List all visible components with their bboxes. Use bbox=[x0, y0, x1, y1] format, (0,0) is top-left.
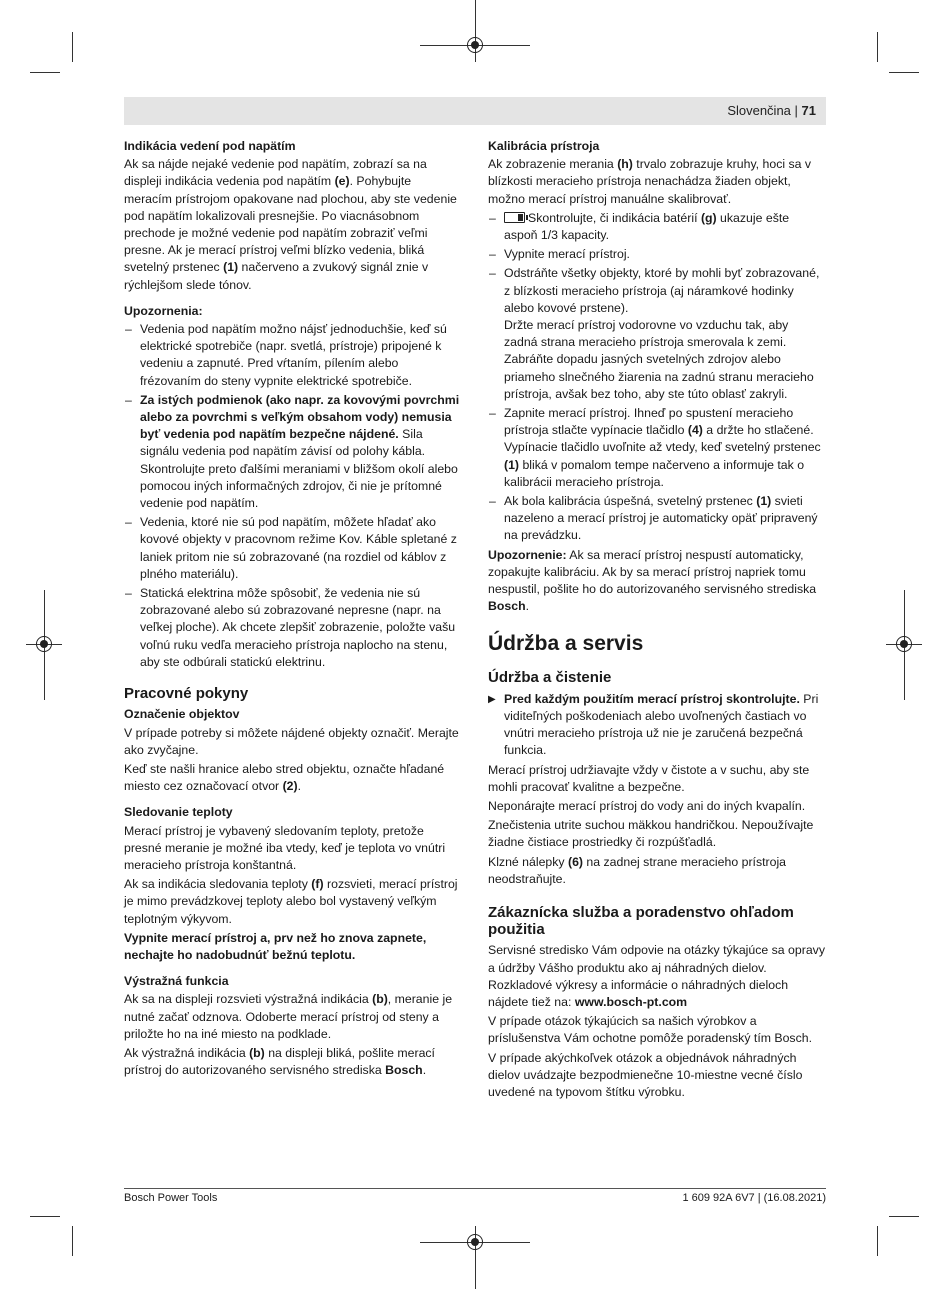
paragraph: Servisné stredisko Vám odpovie na otázky týkajúce sa opravy a údržby Vášho produktu ako aj náhradných dielov. Rozkladové výkresy a informácie o náhradných dieloch nájdete tiež na: www.bosch-pt.com bbox=[488, 943, 825, 1009]
paragraph: V prípade akýchkoľvek otázok a objednávok náhradných dielov uvádzajte bezpodmienečne 10-miestne vecné číslo uvedené na typovom štítku výrobku. bbox=[488, 1050, 803, 1099]
section-heading: Indikácia vedení pod napätím bbox=[124, 139, 296, 153]
notes-heading: Upozornenia: bbox=[124, 303, 203, 318]
crop-mark bbox=[30, 72, 60, 73]
calibration-steps bbox=[488, 210, 825, 545]
list-item: – Zapnite merací prístroj. Ihneď po spustení meracieho prístroja stlačte vypínacie tlačidlo (4) a držte ho stlačené. Vypínacie tlačidlo uvoľnite až vtedy, keď svetelný prstenec (1) bliká v pomalom tempe načerveno a informuje tak o kalibrácii meracieho prístroja. bbox=[488, 405, 825, 491]
crop-mark bbox=[877, 32, 878, 62]
registration-mark-icon bbox=[896, 636, 912, 652]
section-heading: Sledovanie teploty bbox=[124, 805, 233, 820]
battery-icon bbox=[504, 212, 525, 223]
arrow-right-icon: ▶ bbox=[488, 693, 496, 705]
registration-mark-icon bbox=[467, 1234, 483, 1250]
crop-mark bbox=[877, 1226, 878, 1256]
crop-mark bbox=[889, 1216, 919, 1217]
right-column bbox=[488, 138, 825, 1103]
list-item: – Za istých podmienok (ako napr. za kovovými povrchmi alebo za povrchmi s veľkým obsahom vody) nemusia byť vedenia pod napätím bezpečne nájdené. Sila signálu vedenia pod napätím závisí od polohy kábla. Skontrolujte preto ďalšími meraniami v bližšom okolí alebo pomocou iných informačných zdrojov, či nie je prítomné vedenie pod napätím. bbox=[124, 392, 461, 512]
paragraph: Upozornenie: Ak sa merací prístroj nespustí automaticky, zopakujte kalibráciu. Ak by sa merací prístroj napriek tomu nespustil, pošlite ho do autorizovaného servisného strediska Bosch. bbox=[488, 547, 817, 614]
paragraph: V prípade otázok týkajúcich sa našich výrobkov a príslušenstva Vám ochotne pomôže poradenský tím Bosch. bbox=[488, 1014, 812, 1046]
registration-mark-icon bbox=[467, 37, 483, 53]
paragraph: Ak sa nájde nejaké vedenie pod napätím, zobrazí sa na displeji indikácia vedenia pod napätím (e). Pohybujte meracím prístrojom opakovane nad plochou, aby ste vedenie pod napätím lokalizovali presnejšie. Po viacnásobnom prechode je možné vedenie pod napätím zobraziť veľmi presne. Ak je merací prístroj veľmi blízko vedenia, bliká svetelný prstenec (1) načerveno a zvukový signál znie v rýchlejšom slede tónov. bbox=[124, 157, 457, 292]
footer-divider bbox=[124, 1188, 826, 1189]
paragraph: Ak sa indikácia sledovania teploty (f) rozsvieti, merací prístroj je mimo prevádzkovej teploty alebo bol vystavený veľkým teplotným výkyvom. bbox=[124, 877, 458, 926]
list-item: – Ak bola kalibrácia úspešná, svetelný prstenec (1) svieti nazeleno a merací prístroj je automaticky opäť pripravený na prevádzku. bbox=[488, 493, 825, 545]
paragraph: Ak výstražná indikácia (b) na displeji bliká, pošlite merací prístroj do autorizovaného servisného strediska Bosch. bbox=[124, 1045, 435, 1078]
list-item: – Statická elektrina môže spôsobiť, že vedenia nie sú zobrazované alebo sú zobrazované nepresne (napr. na veľkej ploche). Ak chcete zlepšiť zobrazenie, položte vašu voľnú ruku vedľa meracieho prístroja naplocho na stenu, aby ste odbúrali statickú elektrinu. bbox=[124, 585, 461, 671]
list-item: – Skontrolujte, či indikácia batérií (g) ukazuje ešte aspoň 1/3 kapacity. bbox=[488, 210, 825, 244]
footer-publisher: Bosch Power Tools bbox=[124, 1192, 218, 1204]
crop-mark bbox=[889, 72, 919, 73]
section-heading: Kalibrácia prístroja bbox=[488, 139, 600, 153]
page-header bbox=[124, 97, 826, 125]
paragraph: Vypnite merací prístroj a, prv než ho znova zapnete, nechajte ho nadobudnúť bežnú teplotu. bbox=[124, 930, 427, 962]
page-number: 71 bbox=[801, 103, 816, 118]
section-title: Údržba a čistenie bbox=[488, 669, 612, 687]
paragraph: Merací prístroj je vybavený sledovaním teploty, pretože presné meranie je možné iba vtedy, keď je teplota vo vnútri meracieho prístroja konštantná. bbox=[124, 823, 446, 872]
list-item: – Odstráňte všetky objekty, ktoré by mohli byť zobrazované, z blízkosti meracieho prístroja (aj náramkové hodinky alebo kovové prstene). Držte merací prístroj vodorovne vo vzduchu tak, aby zadná strana meracieho prístroja smerovala k zemi. Zabráňte dopadu jasných svetelných zdrojov alebo priameho slnečného žiarenia na zadnú stranu meracieho prístroja, avšak bez toho, aby ste túto oblasť zakryli. bbox=[488, 265, 825, 403]
chapter-title: Údržba a servis bbox=[488, 632, 644, 656]
paragraph: Merací prístroj udržiavajte vždy v čistote a v suchu, aby ste mohli pracovať kvalitne a bezpečne. bbox=[488, 762, 810, 794]
paragraph: V prípade potreby si môžete nájdené objekty označiť. Merajte ako zvyčajne. bbox=[124, 725, 459, 757]
paragraph: Keď ste našli hranice alebo stred objektu, označte hľadané miesto cez označovací otvor (2). bbox=[124, 761, 445, 794]
paragraph: Ak zobrazenie merania (h) trvalo zobrazuje kruhy, hoci sa v blízkosti meracieho prístroja nenachádza žiaden objekt, možno merací prístroj manuálne skalibrovať. bbox=[488, 157, 812, 206]
left-column bbox=[124, 138, 461, 1081]
section-heading: Označenie objektov bbox=[124, 707, 240, 722]
list-item: – Vedenia, ktoré nie sú pod napätím, môžete hľadať ako kovové objekty v pracovnom režime Kov. Káble spletané z laniek pritom nie sú zobrazované (na rozdiel od káblov z plného materiálu). bbox=[124, 514, 461, 583]
crop-mark bbox=[72, 32, 73, 62]
notes-list bbox=[124, 321, 461, 671]
paragraph: Neponárajte merací prístroj do vody ani do iných kvapalín. bbox=[488, 798, 806, 813]
crop-mark bbox=[30, 1216, 60, 1217]
crop-mark bbox=[72, 1226, 73, 1256]
header-text bbox=[727, 103, 816, 118]
list-item: ▶ Pred každým použitím merací prístroj skontrolujte. Pri viditeľných poškodeniach alebo uvoľnených častiach vo vnútri meracieho prístroja už nie je zaručená bezpečná funkcia. bbox=[488, 691, 819, 758]
paragraph: Klzné nálepky (6) na zadnej strane meracieho prístroja neodstraňujte. bbox=[488, 854, 787, 886]
section-title: Pracovné pokyny bbox=[124, 685, 249, 703]
section-heading: Výstražná funkcia bbox=[124, 974, 229, 989]
list-item: – Vypnite merací prístroj. bbox=[488, 246, 825, 263]
header-separator: | bbox=[790, 103, 802, 118]
registration-mark-icon bbox=[36, 636, 52, 652]
header-language: Slovenčina bbox=[727, 103, 791, 118]
list-item: – Vedenia pod napätím možno nájsť jednoduchšie, keď sú elektrické spotrebiče (napr. svetlá, prístroje) pripojené k vedeniu a zapnuté. Pred vŕtaním, pílením alebo frézovaním do steny vypnite elektrické spotrebiče. bbox=[124, 321, 461, 390]
paragraph: Ak sa na displeji rozsvieti výstražná indikácia (b), meranie je nutné začať odznova. Odoberte merací prístroj od steny a priložte ho na iné miesto na podklade. bbox=[124, 992, 453, 1041]
section-title: Zákaznícka služba a poradenstvo ohľadom použitia bbox=[488, 903, 794, 939]
footer-doc-number: 1 609 92A 6V7 | (16.08.2021) bbox=[682, 1192, 826, 1204]
paragraph: Znečistenia utrite suchou mäkkou handričkou. Nepoužívajte žiadne čistiace prostriedky či rozpúšťadlá. bbox=[488, 818, 814, 850]
